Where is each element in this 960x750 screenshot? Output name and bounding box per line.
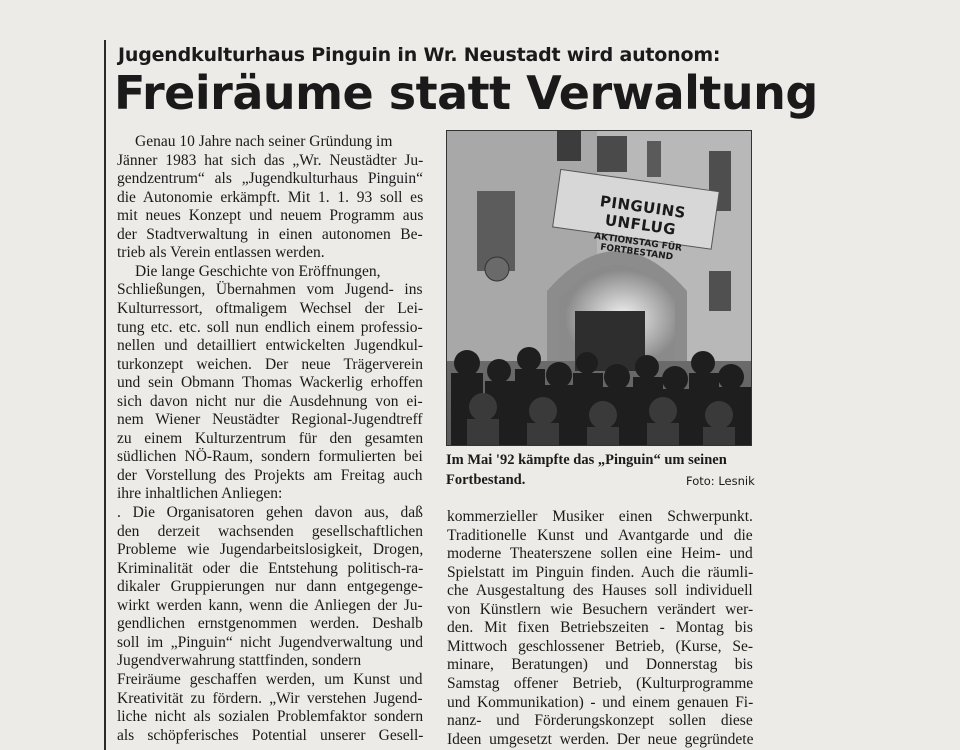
column-2-line: von Künstlern wie Besuchern verändert wer- [447, 600, 754, 618]
column-2-line: Spielstatt im Pinguin finden. Auch die räumli- [447, 563, 754, 581]
article-kicker: Jugendkulturhaus Pinguin in Wr. Neustadt wird autonom: [118, 44, 721, 66]
column-1-line: dikaler Gruppierungen nur dann entgegenge- [117, 578, 423, 596]
column-rule [104, 40, 106, 750]
column-2-line: minare, Beratungen) und Donnerstag bis [447, 656, 753, 674]
column-1-line: gendzentrum“ als „Jugendkulturhaus Pinguin“ [117, 170, 423, 188]
photo-credit: Foto: Lesnik [686, 474, 755, 488]
column-1-line: soll im „Pinguin“ nicht Jugendverwaltung und [117, 633, 424, 651]
column-1-line: Die lange Geschichte von Eröffnungen, [135, 262, 381, 280]
column-1-line: die Autonomie erkämpft. Mit 1. 1. 93 soll es [117, 188, 424, 206]
column-2-line: che Ausgestaltung des Hauses soll individuell [447, 582, 753, 600]
column-2-line: Traditionelle Kunst und Avantgarde und die [447, 526, 753, 544]
column-1-line: südlichen NÖ-Raum, sondern formulierten bei [117, 448, 423, 466]
column-1-line: Kriminalität oder die Entstehung politisch-ra- [117, 559, 424, 577]
column-2-line: Samstag offener Betrieb, (Kulturprogramme [447, 674, 754, 692]
column-2-line: moderne Theaterszene sollen eine Heim- und [447, 545, 753, 563]
column-1-line: nem Wiener Neustädter Regional-Jugendtreff [117, 411, 423, 429]
column-1-line: tung etc. etc. soll nun endlich einem professio- [117, 318, 423, 336]
photo-caption-line-2: Fortbestand. [446, 472, 526, 488]
column-1-line: wirkt werden kann, wenn die Anliegen der Ju- [117, 596, 423, 614]
column-1-line: und sein Obmann Thomas Wackerlig erhoffen [117, 374, 423, 392]
column-1-line: Genau 10 Jahre nach seiner Gründung im [135, 133, 393, 150]
article-headline: Freiräume statt Verwaltung [114, 66, 818, 120]
column-1-line: turkonzept weichen. Der neue Trägerverein [117, 355, 423, 373]
column-2-line: Mittwoch geschlossener Betrieb, (Kurse, Se- [447, 637, 754, 655]
column-2-line: den. Mit fixen Betriebszeiten - Montag bis [447, 619, 753, 637]
photo-caption-line-1: Im Mai '92 kämpfte das „Pinguin“ um seinen [446, 452, 727, 468]
column-1-line: mit neues Konzept und neuem Programm aus [117, 207, 424, 225]
column-1-line: Jugendverwahrung stattfinden, sondern [117, 652, 362, 670]
article-photo [446, 130, 752, 446]
column-1-line: der Vorstellung des Projekts am Freitag auch [117, 466, 423, 484]
column-1-line: liche nicht als sozialen Problemfaktor sondern [117, 708, 424, 726]
column-1-line: als schöpferisches Potential unserer Gesell- [117, 726, 424, 744]
column-1-line: nellen und detailliert entwickelten Jugendkul- [117, 337, 424, 355]
column-1-line: Probleme wie Jugendarbeitslosigkeit, Drogen, [117, 541, 424, 559]
column-1-line: der Stadtverwaltung in einen autonomen Be- [117, 225, 423, 243]
column-1-line: . Die Organisatoren gehen davon aus, daß [117, 504, 423, 521]
column-1-line: den derzeit wachsenden gesellschaftlichen [117, 522, 423, 540]
column-1-line: trieb als Verein entlassen werden. [117, 244, 325, 262]
photo-banner-line-2: AKTIONSTAG FÜR FORTBESTAND [593, 231, 683, 263]
column-1-line: Jänner 1983 hat sich das „Wr. Neustädter Ju- [117, 151, 424, 169]
photo-banner-line-1: PINGUINS UNFLUG [598, 192, 688, 239]
column-1-line: Freiräume geschaffen werden, um Kunst und [117, 670, 423, 688]
column-2-line: kommerzieller Musiker einen Schwerpunkt. [447, 508, 753, 525]
column-1-line: Schließungen, Übernahmen vom Jugend- ins [117, 281, 423, 299]
column-2-line: Ideen umgesetzt werden. Der neue gegründete [447, 730, 754, 748]
column-1-line: gendlichen ernstgenommen werden. Deshalb [117, 615, 423, 633]
column-1-line: Kulturressort, oftmaligem Wechsel der Lei- [117, 299, 424, 317]
column-1-line: ihre inhaltlichen Anliegen: [117, 485, 283, 503]
column-1-line: sich davon nicht nur die Ausdehnung von ei- [117, 392, 423, 410]
column-1-line: Kreativität zu fördern. „Wir verstehen Jugend- [117, 689, 423, 707]
column-1-line: zu einem Kulturzentrum für den gesamten [117, 429, 424, 447]
column-2-line: und Kommunikation) - und einem genauen Fi- [447, 693, 754, 711]
column-2-line: nanz- und Förderungskonzept sollen diese [447, 712, 753, 730]
